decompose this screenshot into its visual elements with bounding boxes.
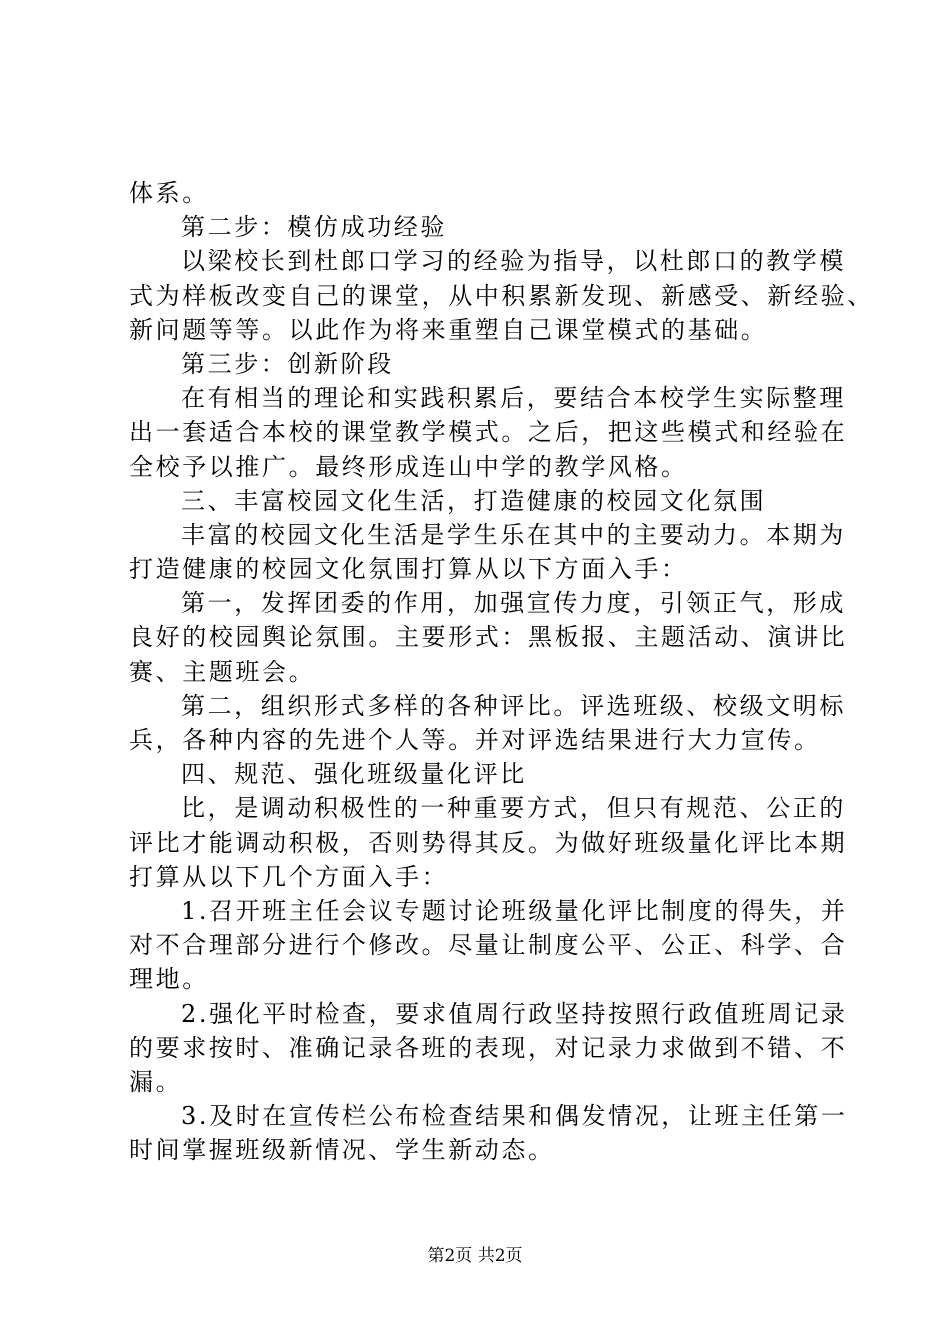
text-line: 对不合理部分进行个修改。尽量让制度公平、公正、科学、合 xyxy=(129,931,848,960)
document-body xyxy=(129,176,874,1167)
text-line: 时间掌握班级新情况、学生新动态。 xyxy=(129,1136,555,1165)
text-line: 打造健康的校园文化氛围打算从以下方面入手： xyxy=(129,555,688,584)
text-line: 以梁校长到杜郎口学习的经验为指导，以杜郎口的教学模 xyxy=(181,247,846,276)
text-line: 理地。 xyxy=(129,965,209,994)
text-line: 打算从以下几个方面入手： xyxy=(129,862,449,891)
text-line: 全校予以推广。最终形成连山中学的教学风格。 xyxy=(129,452,688,481)
text-line: 比，是调动积极性的一种重要方式，但只有规范、公正的 xyxy=(181,794,846,823)
text-line: 赛、主题班会。 xyxy=(129,657,316,686)
text-line: 第二步：模仿成功经验 xyxy=(181,213,447,242)
text-line: 良好的校园舆论氛围。主要形式：黑板报、主题活动、演讲比 xyxy=(129,623,848,652)
text-line: 第二，组织形式多样的各种评比。评选班级、校级文明标 xyxy=(181,691,846,720)
text-line: 2.强化平时检查，要求值周行政坚持按照行政值班周记录 xyxy=(181,999,848,1028)
text-line: 体系。 xyxy=(129,179,209,207)
text-line: 四、规范、强化班级量化评比 xyxy=(181,760,527,789)
text-line: 式为样板改变自己的课堂，从中积累新发现、新感受、新经验、 xyxy=(129,281,874,310)
text-line: 出一套适合本校的课堂教学模式。之后，把这些模式和经验在 xyxy=(129,418,848,447)
text-line: 新问题等等。以此作为将来重塑自己课堂模式的基础。 xyxy=(129,315,768,344)
text-line: 3.及时在宣传栏公布检查结果和偶发情况，让班主任第一 xyxy=(181,1102,848,1131)
text-line: 兵，各种内容的先进个人等。并对评选结果进行大力宣传。 xyxy=(129,726,821,754)
text-line: 评比才能调动积极，否则势得其反。为做好班级量化评比本期 xyxy=(129,828,848,857)
text-line: 的要求按时、准确记录各班的表现，对记录力求做到不错、不 xyxy=(129,1033,848,1062)
text-line: 在有相当的理论和实践积累后，要结合本校学生实际整理 xyxy=(181,384,846,413)
text-line: 丰富的校园文化生活是学生乐在其中的主要动力。本期为 xyxy=(181,520,846,549)
text-line: 第三步：创新阶段 xyxy=(181,349,394,378)
text-line: 第一，发挥团委的作用，加强宣传力度，引领正气，形成 xyxy=(181,589,846,618)
page-number-footer: 第2页 共2页 xyxy=(427,1246,523,1266)
text-line: 三、丰富校园文化生活，打造健康的校园文化氛围 xyxy=(181,486,767,515)
text-line: 1.召开班主任会议专题讨论班级量化评比制度的得失，并 xyxy=(181,896,848,925)
text-line: 漏。 xyxy=(129,1067,183,1096)
